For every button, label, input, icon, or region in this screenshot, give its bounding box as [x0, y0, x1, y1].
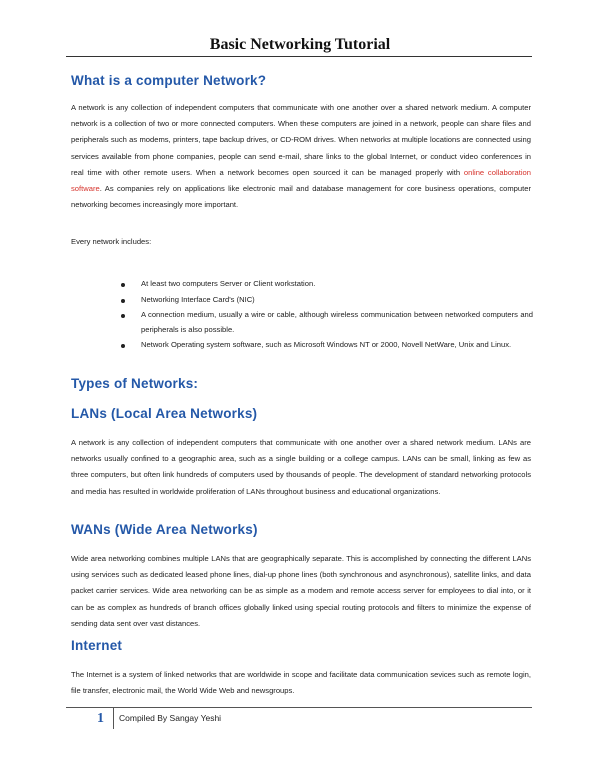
heading-what-is-network: What is a computer Network? [71, 73, 267, 88]
network-components-list [141, 277, 533, 354]
internet-paragraph: The Internet is a system of linked networks that are worldwide in scope and facilitate data communication sevices such as remote login, file transfer, electronic mail, the World Wide Web and newsgroups. [71, 670, 531, 696]
every-network-text: Every network includes: [71, 237, 152, 246]
footer-divider [113, 707, 114, 729]
wans-paragraph: Wide area networking combines multiple LANs that are geographically separate. This is accomplished by connecting the different LANs using services such as dedicated leased phone lines, dial-up phone lines (both synchronous and asynchronous), satellite links, and data packet carrier services. Wide area networking can be as simple as a modem and remote access server for employees to dial into, or it can be as complex as hundreds of branch offices globally linked using special routing protocols and filters to minimize the expense of sending data sent over vast distances. [71, 554, 531, 628]
heading-lans: LANs (Local Area Networks) [71, 406, 258, 421]
footer-compiled-by: Compiled By Sangay Yeshi [119, 713, 222, 723]
intro-text-end: . As companies rely on applications like electronic mail and database management for core business operations, computer networking becomes increasingly more important. [71, 184, 531, 210]
heading-internet: Internet [71, 638, 123, 653]
list-item: A connection medium, usually a wire or cable, although wireless communication between networked computers and peripherals is also possible. [141, 308, 533, 337]
intro-text-start: A network is any collection of independent computers that communicate with one another over a shared network medium. A computer network is a collection of two or more connected computers. When these computers are joined in a network, people can share files and peripherals such as modems, printers, tape backup drives, or CD-ROM drives. When networks at multiple locations are connected using services available from phone companies, people can send e-mail, share links to the global Internet, or conduct video conferences in real time with other remote users. When a network becomes open sourced it can be managed properly with [71, 103, 531, 177]
intro-paragraph [71, 100, 531, 213]
heading-wans: WANs (Wide Area Networks) [71, 522, 258, 537]
footer-page-number: 1 [97, 711, 104, 726]
list-item: At least two computers Server or Client workstation. [141, 277, 533, 292]
footer-rule [66, 707, 532, 708]
list-item: Networking Interface Card's (NIC) [141, 293, 533, 308]
header-rule [66, 56, 532, 57]
online-collaboration-link[interactable]: online collaboration software [71, 167, 531, 194]
lans-paragraph: A network is any collection of independent computers that communicate with one another over a shared network medium. LANs are networks usually confined to a geographic area, such as a single building or a college campus. LANs can be small, linking as few as three computers, but often link hundreds of computers used by thousands of people. The development of standard networking protocols and media has resulted in worldwide proliferation of LANs throughout business and educational organizations. [71, 438, 531, 496]
heading-types-of-networks: Types of Networks: [71, 376, 199, 391]
list-item: Network Operating system software, such as Microsoft Windows NT or 2000, Novell NetWare, Unix and Linux. [141, 338, 533, 353]
page-header-title: Basic Networking Tutorial [209, 36, 391, 53]
